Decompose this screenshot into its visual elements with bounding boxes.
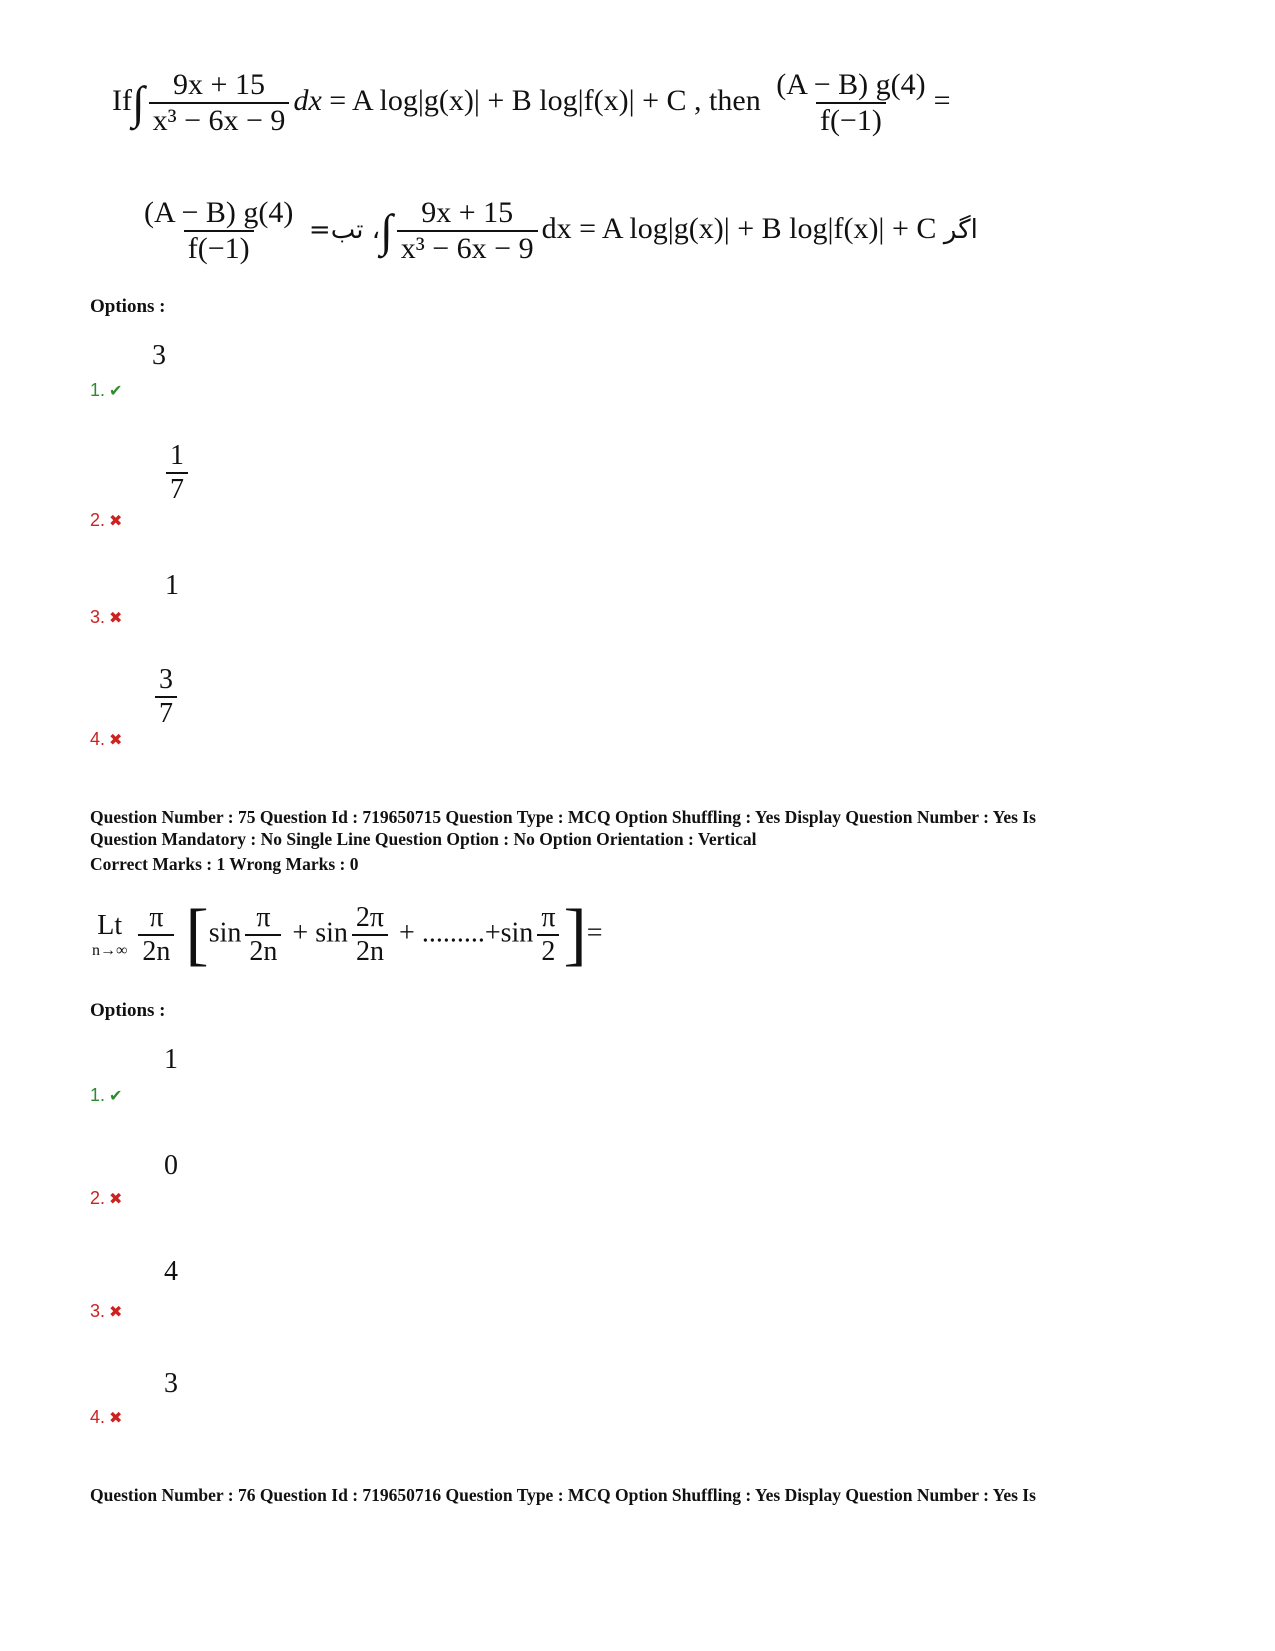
- q74-english-equation: If∫ $\frac{9x + 15}{\text{x³ − 6x − 9}}$ dx = A log|g(x)| + B log|f(x)| + C , then $\frac{(A - B) g(4)}{f(-1)}$ =: [112, 68, 951, 137]
- cross-icon: ✖: [109, 1191, 123, 1208]
- q74-options-label: Options :: [90, 296, 166, 317]
- cross-icon: ✖: [109, 732, 123, 749]
- q74-option-2-value: $\frac{1}{7}$: [162, 442, 192, 504]
- q75-marks: Correct Marks : 1 Wrong Marks : 0: [90, 854, 359, 874]
- q75-option-1-value: 1: [164, 1044, 178, 1075]
- q75-option-4[interactable]: 4. ✖: [90, 1407, 123, 1427]
- q75-option-2[interactable]: 2. ✖: [90, 1188, 123, 1208]
- cross-icon: ✖: [109, 1304, 123, 1321]
- q74-urdu-result-fraction: $\frac{(A - B) g(4)}{f(-1)}$: [144, 196, 294, 265]
- q75-option-1[interactable]: 1. ✔: [90, 1085, 123, 1105]
- check-icon: ✔: [109, 383, 123, 400]
- q74-option-1-value: 3: [152, 340, 166, 371]
- q74-result-fraction: $\frac{(A - B) g(4)}{f(-1)}$: [776, 68, 926, 137]
- q75-metadata: [90, 806, 1190, 875]
- cross-icon: ✖: [109, 610, 123, 627]
- cross-icon: ✖: [109, 513, 123, 530]
- q74-urdu-integrand-fraction: $\frac{9x + 15}{\text{x³ − 6x − 9}}$: [397, 198, 538, 264]
- right-bracket: ]: [563, 896, 587, 973]
- q74-rhs-text: = A log|g(x)| + B log|f(x)| + C , then: [329, 83, 761, 117]
- q74-option-4[interactable]: 4. ✖: [90, 729, 123, 749]
- q75-option-3-value: 4: [164, 1256, 178, 1287]
- integral-sign: ∫: [131, 77, 145, 128]
- q74-urdu-equation: [136, 198, 978, 264]
- q74-option-3-value: 1: [165, 570, 179, 601]
- q75-option-4-value: 3: [164, 1368, 178, 1399]
- q75-meta-line-2: Question Mandatory : No Single Line Question Option : No Option Orientation : Vertical: [90, 829, 757, 849]
- integral-sign: ∫: [380, 205, 393, 256]
- q74-integrand-fraction: $\frac{9x + 15}{\text{x³ − 6x − 9}}$: [149, 70, 290, 136]
- q75-limit: Lt n→∞: [92, 910, 128, 959]
- q75-option-3[interactable]: 3. ✖: [90, 1301, 123, 1321]
- q74-urdu-then-text: =تب ،: [308, 214, 381, 245]
- q76-metadata: [90, 1484, 1190, 1506]
- q75-equation: Lt n→∞ $\frac{\pi}{2n}$ [sin $\frac{\pi}{2n}$ + sin $\frac{2\pi}{2n}$ + .........+sin $\frac{\pi}{2}$ ]=: [92, 896, 603, 973]
- q74-option-2[interactable]: 2. ✖: [90, 510, 123, 530]
- q74-option-3[interactable]: 3. ✖: [90, 607, 123, 627]
- cross-icon: ✖: [109, 1410, 123, 1427]
- q74-if-text: If: [112, 83, 132, 117]
- q75-options-label: Options :: [90, 1000, 166, 1021]
- q74-urdu-if-text: اگر: [943, 214, 978, 245]
- q74-option-1[interactable]: 1. ✔: [90, 380, 123, 400]
- q74-urdu-rhs-text: dx = A log|g(x)| + B log|f(x)| + C: [541, 211, 937, 245]
- q76-meta-line-1: Question Number : 76 Question Id : 719650716 Question Type : MCQ Option Shuffling : Yes Display Question Number : Yes Is: [90, 1485, 1036, 1505]
- q75-option-2-value: 0: [164, 1150, 178, 1181]
- q75-meta-line-1: Question Number : 75 Question Id : 719650715 Question Type : MCQ Option Shuffling : Yes Display Question Number : Yes Is: [90, 807, 1036, 827]
- left-bracket: [: [185, 896, 209, 973]
- q74-option-4-value: $\frac{3}{7}$: [151, 666, 181, 728]
- check-icon: ✔: [109, 1088, 123, 1105]
